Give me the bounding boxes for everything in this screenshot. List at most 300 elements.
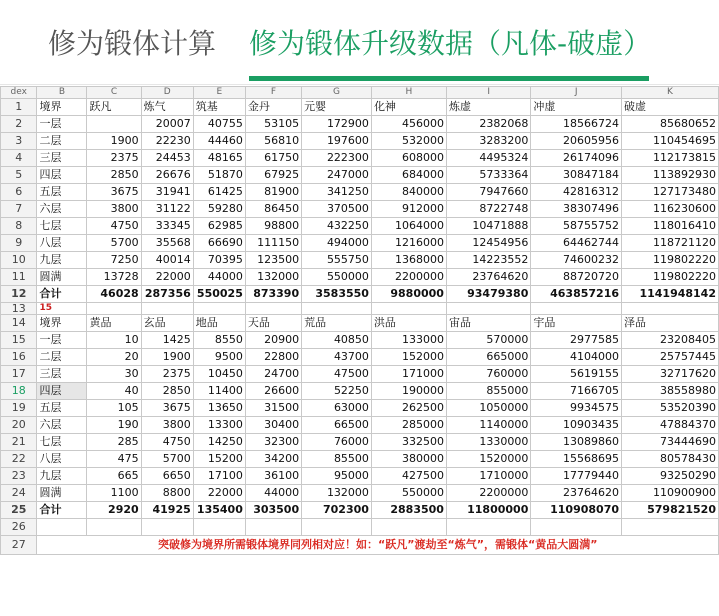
table-cell[interactable]: 380000 — [371, 451, 446, 468]
table-cell[interactable]: 三层 — [37, 366, 87, 383]
table-cell[interactable]: 105 — [87, 400, 141, 417]
table-cell[interactable]: 1900 — [87, 133, 141, 150]
table-cell[interactable]: 44000 — [193, 269, 245, 286]
table-header-cell[interactable]: 天品 — [245, 315, 301, 332]
column-header[interactable]: E — [193, 87, 245, 99]
table-cell[interactable]: 93479380 — [446, 286, 530, 303]
table-cell[interactable] — [87, 303, 141, 315]
table-cell[interactable]: 66690 — [193, 235, 245, 252]
table-cell[interactable]: 2883500 — [371, 502, 446, 519]
table-cell[interactable]: 66500 — [302, 417, 372, 434]
table-cell[interactable]: 5700 — [87, 235, 141, 252]
table-cell[interactable]: 35568 — [141, 235, 193, 252]
table-cell[interactable] — [446, 303, 530, 315]
row-number[interactable]: 17 — [1, 366, 37, 383]
table-cell[interactable]: 20007 — [141, 116, 193, 133]
table-cell[interactable] — [302, 519, 372, 536]
column-header[interactable]: K — [622, 87, 719, 99]
table-cell[interactable]: 1100 — [87, 485, 141, 502]
row-number[interactable]: 22 — [1, 451, 37, 468]
table-cell[interactable]: 76000 — [302, 434, 372, 451]
table-cell[interactable]: 二层 — [37, 349, 87, 366]
table-cell[interactable]: 70395 — [193, 252, 245, 269]
table-cell[interactable]: 98800 — [245, 218, 301, 235]
table-header-cell[interactable]: 境界 — [37, 99, 87, 116]
table-cell[interactable]: 3800 — [141, 417, 193, 434]
table-cell[interactable]: 38558980 — [622, 383, 719, 400]
table-cell[interactable]: 2200000 — [446, 485, 530, 502]
table-cell[interactable]: 550000 — [302, 269, 372, 286]
table-cell[interactable]: 3283200 — [446, 133, 530, 150]
table-cell[interactable]: 61425 — [193, 184, 245, 201]
table-cell[interactable]: 456000 — [371, 116, 446, 133]
table-cell[interactable]: 58755752 — [531, 218, 622, 235]
table-cell[interactable]: 1425 — [141, 332, 193, 349]
table-cell[interactable]: 112173815 — [622, 150, 719, 167]
table-cell[interactable] — [141, 519, 193, 536]
table-cell[interactable]: 2375 — [141, 366, 193, 383]
table-cell[interactable]: 26600 — [245, 383, 301, 400]
row-number[interactable]: 6 — [1, 184, 37, 201]
table-cell[interactable]: 22800 — [245, 349, 301, 366]
table-cell[interactable]: 40850 — [302, 332, 372, 349]
table-header-cell[interactable]: 荒品 — [302, 315, 372, 332]
row-number[interactable]: 5 — [1, 167, 37, 184]
table-cell[interactable]: 2200000 — [371, 269, 446, 286]
table-cell[interactable]: 8550 — [193, 332, 245, 349]
table-cell[interactable]: 285 — [87, 434, 141, 451]
table-cell[interactable]: 1064000 — [371, 218, 446, 235]
table-cell[interactable]: 合计 — [37, 286, 87, 303]
table-cell[interactable]: 86450 — [245, 201, 301, 218]
table-header-cell[interactable]: 黄品 — [87, 315, 141, 332]
table-cell[interactable] — [37, 519, 87, 536]
table-cell[interactable]: 110900900 — [622, 485, 719, 502]
table-cell[interactable]: 702300 — [302, 502, 372, 519]
table-cell[interactable]: 3675 — [87, 184, 141, 201]
row-number[interactable]: 26 — [1, 519, 37, 536]
table-cell[interactable]: 合计 — [37, 502, 87, 519]
table-cell[interactable]: 36100 — [245, 468, 301, 485]
table-cell[interactable]: 4750 — [87, 218, 141, 235]
column-header[interactable]: D — [141, 87, 193, 99]
table-cell[interactable]: 285000 — [371, 417, 446, 434]
table-cell[interactable]: 2382068 — [446, 116, 530, 133]
table-cell[interactable]: 44000 — [245, 485, 301, 502]
table-cell[interactable]: 550025 — [193, 286, 245, 303]
table-cell[interactable]: 61750 — [245, 150, 301, 167]
table-cell[interactable]: 8722748 — [446, 201, 530, 218]
row-number[interactable]: 12 — [1, 286, 37, 303]
row-number[interactable]: 4 — [1, 150, 37, 167]
table-cell[interactable] — [245, 519, 301, 536]
table-cell[interactable]: 247000 — [302, 167, 372, 184]
table-cell[interactable]: 八层 — [37, 235, 87, 252]
table-cell[interactable]: 五层 — [37, 184, 87, 201]
table-cell[interactable]: 73444690 — [622, 434, 719, 451]
table-header-cell[interactable]: 泽品 — [622, 315, 719, 332]
table-cell[interactable]: 四层 — [37, 383, 87, 400]
table-cell[interactable]: 684000 — [371, 167, 446, 184]
table-cell[interactable]: 3800 — [87, 201, 141, 218]
table-cell[interactable]: 圆满 — [37, 485, 87, 502]
row-number[interactable]: 23 — [1, 468, 37, 485]
table-cell[interactable]: 6650 — [141, 468, 193, 485]
table-cell[interactable]: 2977585 — [531, 332, 622, 349]
table-cell[interactable] — [622, 303, 719, 315]
column-header[interactable]: I — [446, 87, 530, 99]
table-cell[interactable]: 九层 — [37, 468, 87, 485]
table-cell[interactable]: 118721120 — [622, 235, 719, 252]
table-cell[interactable]: 53105 — [245, 116, 301, 133]
table-cell[interactable] — [87, 519, 141, 536]
table-cell[interactable]: 840000 — [371, 184, 446, 201]
table-cell[interactable]: 22000 — [193, 485, 245, 502]
table-cell[interactable] — [446, 519, 530, 536]
row-number[interactable]: 25 — [1, 502, 37, 519]
table-cell[interactable]: 17100 — [193, 468, 245, 485]
table-cell[interactable]: 119802220 — [622, 252, 719, 269]
table-cell[interactable]: 13089860 — [531, 434, 622, 451]
table-cell[interactable]: 15200 — [193, 451, 245, 468]
table-cell[interactable]: 一层 — [37, 116, 87, 133]
table-cell[interactable]: 47500 — [302, 366, 372, 383]
table-cell[interactable]: 665000 — [446, 349, 530, 366]
table-cell[interactable]: 7947660 — [446, 184, 530, 201]
table-cell[interactable]: 85680652 — [622, 116, 719, 133]
table-cell[interactable]: 56810 — [245, 133, 301, 150]
table-header-cell[interactable]: 洪品 — [371, 315, 446, 332]
table-cell[interactable]: 110908070 — [531, 502, 622, 519]
table-cell[interactable] — [371, 519, 446, 536]
row-number[interactable]: 15 — [1, 332, 37, 349]
table-cell[interactable]: 22230 — [141, 133, 193, 150]
table-cell[interactable]: 10471888 — [446, 218, 530, 235]
row-number[interactable]: 13 — [1, 303, 37, 315]
table-header-cell[interactable]: 地品 — [193, 315, 245, 332]
table-cell[interactable]: 132000 — [245, 269, 301, 286]
table-cell[interactable]: 15 — [37, 303, 87, 315]
table-cell[interactable]: 3675 — [141, 400, 193, 417]
table-cell[interactable]: 123500 — [245, 252, 301, 269]
table-header-cell[interactable]: 破虚 — [622, 99, 719, 116]
column-header[interactable]: G — [302, 87, 372, 99]
row-number[interactable]: 3 — [1, 133, 37, 150]
table-cell[interactable]: 1520000 — [446, 451, 530, 468]
table-cell[interactable]: 1216000 — [371, 235, 446, 252]
table-cell[interactable]: 85500 — [302, 451, 372, 468]
table-cell[interactable]: 32300 — [245, 434, 301, 451]
table-cell[interactable] — [193, 519, 245, 536]
table-cell[interactable]: 33345 — [141, 218, 193, 235]
table-cell[interactable]: 432250 — [302, 218, 372, 235]
table-cell[interactable]: 1141948142 — [622, 286, 719, 303]
table-cell[interactable]: 63000 — [302, 400, 372, 417]
table-cell[interactable]: 23764620 — [446, 269, 530, 286]
table-cell[interactable]: 190000 — [371, 383, 446, 400]
table-cell[interactable]: 64462744 — [531, 235, 622, 252]
table-cell[interactable]: 12454956 — [446, 235, 530, 252]
table-cell[interactable]: 51870 — [193, 167, 245, 184]
table-cell[interactable]: 119802220 — [622, 269, 719, 286]
table-cell[interactable]: 四层 — [37, 167, 87, 184]
table-cell[interactable]: 4104000 — [531, 349, 622, 366]
row-number[interactable]: 7 — [1, 201, 37, 218]
table-cell[interactable]: 40014 — [141, 252, 193, 269]
table-cell[interactable]: 22000 — [141, 269, 193, 286]
table-cell[interactable]: 93250290 — [622, 468, 719, 485]
table-cell[interactable]: 31500 — [245, 400, 301, 417]
table-cell[interactable] — [302, 303, 372, 315]
table-cell[interactable]: 40755 — [193, 116, 245, 133]
table-cell[interactable]: 26676 — [141, 167, 193, 184]
table-header-cell[interactable]: 炼虚 — [446, 99, 530, 116]
table-cell[interactable]: 34200 — [245, 451, 301, 468]
table-cell[interactable]: 30 — [87, 366, 141, 383]
table-cell[interactable]: 873390 — [245, 286, 301, 303]
table-header-cell[interactable]: 跃凡 — [87, 99, 141, 116]
table-cell[interactable]: 42816312 — [531, 184, 622, 201]
table-cell[interactable]: 912000 — [371, 201, 446, 218]
table-header-cell[interactable]: 元婴 — [302, 99, 372, 116]
row-number[interactable]: 24 — [1, 485, 37, 502]
table-cell[interactable]: 47884370 — [622, 417, 719, 434]
table-cell[interactable]: 4750 — [141, 434, 193, 451]
table-cell[interactable]: 11800000 — [446, 502, 530, 519]
table-cell[interactable]: 152000 — [371, 349, 446, 366]
table-cell[interactable]: 555750 — [302, 252, 372, 269]
row-number[interactable]: 27 — [1, 536, 37, 555]
column-header[interactable]: B — [37, 87, 87, 99]
table-cell[interactable]: 圆满 — [37, 269, 87, 286]
table-cell[interactable]: 46028 — [87, 286, 141, 303]
column-header[interactable]: H — [371, 87, 446, 99]
table-cell[interactable]: 17779440 — [531, 468, 622, 485]
table-cell[interactable]: 2850 — [87, 167, 141, 184]
table-cell[interactable]: 532000 — [371, 133, 446, 150]
table-cell[interactable]: 六层 — [37, 201, 87, 218]
table-cell[interactable]: 31122 — [141, 201, 193, 218]
table-cell[interactable]: 七层 — [37, 434, 87, 451]
table-cell[interactable] — [141, 303, 193, 315]
table-cell[interactable]: 七层 — [37, 218, 87, 235]
table-cell[interactable]: 2920 — [87, 502, 141, 519]
table-cell[interactable]: 4495324 — [446, 150, 530, 167]
table-cell[interactable]: 132000 — [302, 485, 372, 502]
table-cell[interactable] — [371, 303, 446, 315]
table-header-cell[interactable]: 金丹 — [245, 99, 301, 116]
table-cell[interactable]: 14250 — [193, 434, 245, 451]
table-cell[interactable]: 二层 — [37, 133, 87, 150]
table-cell[interactable]: 463857216 — [531, 286, 622, 303]
table-cell[interactable]: 20 — [87, 349, 141, 366]
table-cell[interactable]: 三层 — [37, 150, 87, 167]
table-cell[interactable]: 24453 — [141, 150, 193, 167]
row-number[interactable]: 1 — [1, 99, 37, 116]
table-cell[interactable]: 8800 — [141, 485, 193, 502]
table-cell[interactable] — [531, 519, 622, 536]
table-cell[interactable]: 1140000 — [446, 417, 530, 434]
table-header-cell[interactable]: 筑基 — [193, 99, 245, 116]
row-number[interactable]: 16 — [1, 349, 37, 366]
table-cell[interactable]: 9500 — [193, 349, 245, 366]
table-cell[interactable]: 2850 — [141, 383, 193, 400]
column-header[interactable]: J — [531, 87, 622, 99]
column-header[interactable]: C — [87, 87, 141, 99]
table-cell[interactable]: 74600232 — [531, 252, 622, 269]
table-cell[interactable]: 110454695 — [622, 133, 719, 150]
table-cell[interactable]: 135400 — [193, 502, 245, 519]
table-cell[interactable]: 579821520 — [622, 502, 719, 519]
table-cell[interactable]: 13650 — [193, 400, 245, 417]
table-cell[interactable]: 23764620 — [531, 485, 622, 502]
table-cell[interactable]: 111150 — [245, 235, 301, 252]
row-number[interactable]: 14 — [1, 315, 37, 332]
table-header-cell[interactable]: 宙品 — [446, 315, 530, 332]
table-cell[interactable]: 15568695 — [531, 451, 622, 468]
row-number[interactable]: 8 — [1, 218, 37, 235]
table-cell[interactable]: 30847184 — [531, 167, 622, 184]
table-cell[interactable]: 222300 — [302, 150, 372, 167]
table-cell[interactable]: 608000 — [371, 150, 446, 167]
table-cell[interactable]: 9934575 — [531, 400, 622, 417]
table-cell[interactable]: 40 — [87, 383, 141, 400]
table-cell[interactable]: 11400 — [193, 383, 245, 400]
table-cell[interactable]: 475 — [87, 451, 141, 468]
table-cell[interactable]: 95000 — [302, 468, 372, 485]
table-cell[interactable]: 20605956 — [531, 133, 622, 150]
corner-cell[interactable]: dex — [1, 87, 37, 99]
table-cell[interactable]: 5619155 — [531, 366, 622, 383]
table-header-cell[interactable]: 境界 — [37, 315, 87, 332]
row-number[interactable]: 19 — [1, 400, 37, 417]
table-cell[interactable]: 10 — [87, 332, 141, 349]
table-cell[interactable]: 570000 — [446, 332, 530, 349]
table-cell[interactable]: 133000 — [371, 332, 446, 349]
table-cell[interactable]: 494000 — [302, 235, 372, 252]
table-cell[interactable]: 10903435 — [531, 417, 622, 434]
table-cell[interactable]: 80578430 — [622, 451, 719, 468]
table-cell[interactable]: 13300 — [193, 417, 245, 434]
table-cell[interactable]: 190 — [87, 417, 141, 434]
table-cell[interactable]: 1330000 — [446, 434, 530, 451]
table-cell[interactable]: 25757445 — [622, 349, 719, 366]
table-cell[interactable]: 31941 — [141, 184, 193, 201]
table-cell[interactable]: 26174096 — [531, 150, 622, 167]
table-cell[interactable]: 9880000 — [371, 286, 446, 303]
table-cell[interactable]: 7250 — [87, 252, 141, 269]
row-number[interactable]: 11 — [1, 269, 37, 286]
table-cell[interactable]: 760000 — [446, 366, 530, 383]
table-cell[interactable]: 341250 — [302, 184, 372, 201]
table-cell[interactable]: 1050000 — [446, 400, 530, 417]
table-cell[interactable]: 41925 — [141, 502, 193, 519]
table-cell[interactable]: 197600 — [302, 133, 372, 150]
row-number[interactable]: 20 — [1, 417, 37, 434]
table-header-cell[interactable]: 冲虚 — [531, 99, 622, 116]
table-cell[interactable]: 1900 — [141, 349, 193, 366]
table-row — [1, 502, 719, 519]
table-cell[interactable]: 六层 — [37, 417, 87, 434]
table-cell[interactable]: 43700 — [302, 349, 372, 366]
table-cell[interactable]: 48165 — [193, 150, 245, 167]
column-header[interactable]: F — [245, 87, 301, 99]
table-cell[interactable]: 九层 — [37, 252, 87, 269]
note-text[interactable]: 突破修为境界所需锻体境界同列相对应！如：“跃凡”渡劫至“炼气”，需锻体“黄品大圆满” — [37, 536, 719, 555]
table-cell[interactable]: 172900 — [302, 116, 372, 133]
row-number[interactable]: 10 — [1, 252, 37, 269]
table-cell[interactable]: 332500 — [371, 434, 446, 451]
table-cell[interactable]: 1710000 — [446, 468, 530, 485]
table-cell[interactable]: 24700 — [245, 366, 301, 383]
table-cell[interactable]: 370500 — [302, 201, 372, 218]
table-cell[interactable]: 113892930 — [622, 167, 719, 184]
table-cell[interactable]: 262500 — [371, 400, 446, 417]
table-cell[interactable]: 2375 — [87, 150, 141, 167]
table-cell[interactable]: 62985 — [193, 218, 245, 235]
table-cell[interactable]: 665 — [87, 468, 141, 485]
table-cell[interactable]: 52250 — [302, 383, 372, 400]
table-cell[interactable] — [622, 519, 719, 536]
table-cell[interactable]: 30400 — [245, 417, 301, 434]
table-cell[interactable]: 171000 — [371, 366, 446, 383]
row-number[interactable]: 2 — [1, 116, 37, 133]
table-cell[interactable]: 44460 — [193, 133, 245, 150]
table-cell[interactable] — [87, 116, 141, 133]
table-header-cell[interactable]: 化神 — [371, 99, 446, 116]
table-cell[interactable]: 550000 — [371, 485, 446, 502]
table-cell[interactable]: 67925 — [245, 167, 301, 184]
table-header-cell[interactable]: 宇品 — [531, 315, 622, 332]
table-cell[interactable]: 287356 — [141, 286, 193, 303]
table-cell[interactable]: 53520390 — [622, 400, 719, 417]
table-header-cell[interactable]: 玄品 — [141, 315, 193, 332]
table-cell[interactable]: 3583550 — [302, 286, 372, 303]
table-cell[interactable]: 10450 — [193, 366, 245, 383]
table-cell[interactable]: 59280 — [193, 201, 245, 218]
table-cell[interactable]: 855000 — [446, 383, 530, 400]
table-cell[interactable]: 14223552 — [446, 252, 530, 269]
table-cell[interactable]: 88720720 — [531, 269, 622, 286]
table-cell[interactable]: 13728 — [87, 269, 141, 286]
table-cell[interactable]: 81900 — [245, 184, 301, 201]
table-cell[interactable] — [193, 303, 245, 315]
table-cell[interactable]: 20900 — [245, 332, 301, 349]
row-number[interactable]: 9 — [1, 235, 37, 252]
table-cell[interactable]: 116230600 — [622, 201, 719, 218]
table-cell[interactable] — [245, 303, 301, 315]
table-cell[interactable]: 32717620 — [622, 366, 719, 383]
table-cell[interactable]: 23208405 — [622, 332, 719, 349]
table-header-cell[interactable]: 炼气 — [141, 99, 193, 116]
table-cell[interactable]: 5733364 — [446, 167, 530, 184]
table-cell[interactable]: 38307496 — [531, 201, 622, 218]
table-cell[interactable]: 一层 — [37, 332, 87, 349]
table-cell[interactable]: 7166705 — [531, 383, 622, 400]
table-cell[interactable]: 427500 — [371, 468, 446, 485]
table-cell[interactable]: 18566724 — [531, 116, 622, 133]
table-cell[interactable]: 五层 — [37, 400, 87, 417]
table-cell[interactable]: 303500 — [245, 502, 301, 519]
table-cell[interactable]: 5700 — [141, 451, 193, 468]
table-cell[interactable] — [531, 303, 622, 315]
table-cell[interactable]: 八层 — [37, 451, 87, 468]
table-cell[interactable]: 118016410 — [622, 218, 719, 235]
table-cell[interactable]: 127173480 — [622, 184, 719, 201]
table-cell[interactable]: 1368000 — [371, 252, 446, 269]
row-number[interactable]: 18 — [1, 383, 37, 400]
row-number[interactable]: 21 — [1, 434, 37, 451]
